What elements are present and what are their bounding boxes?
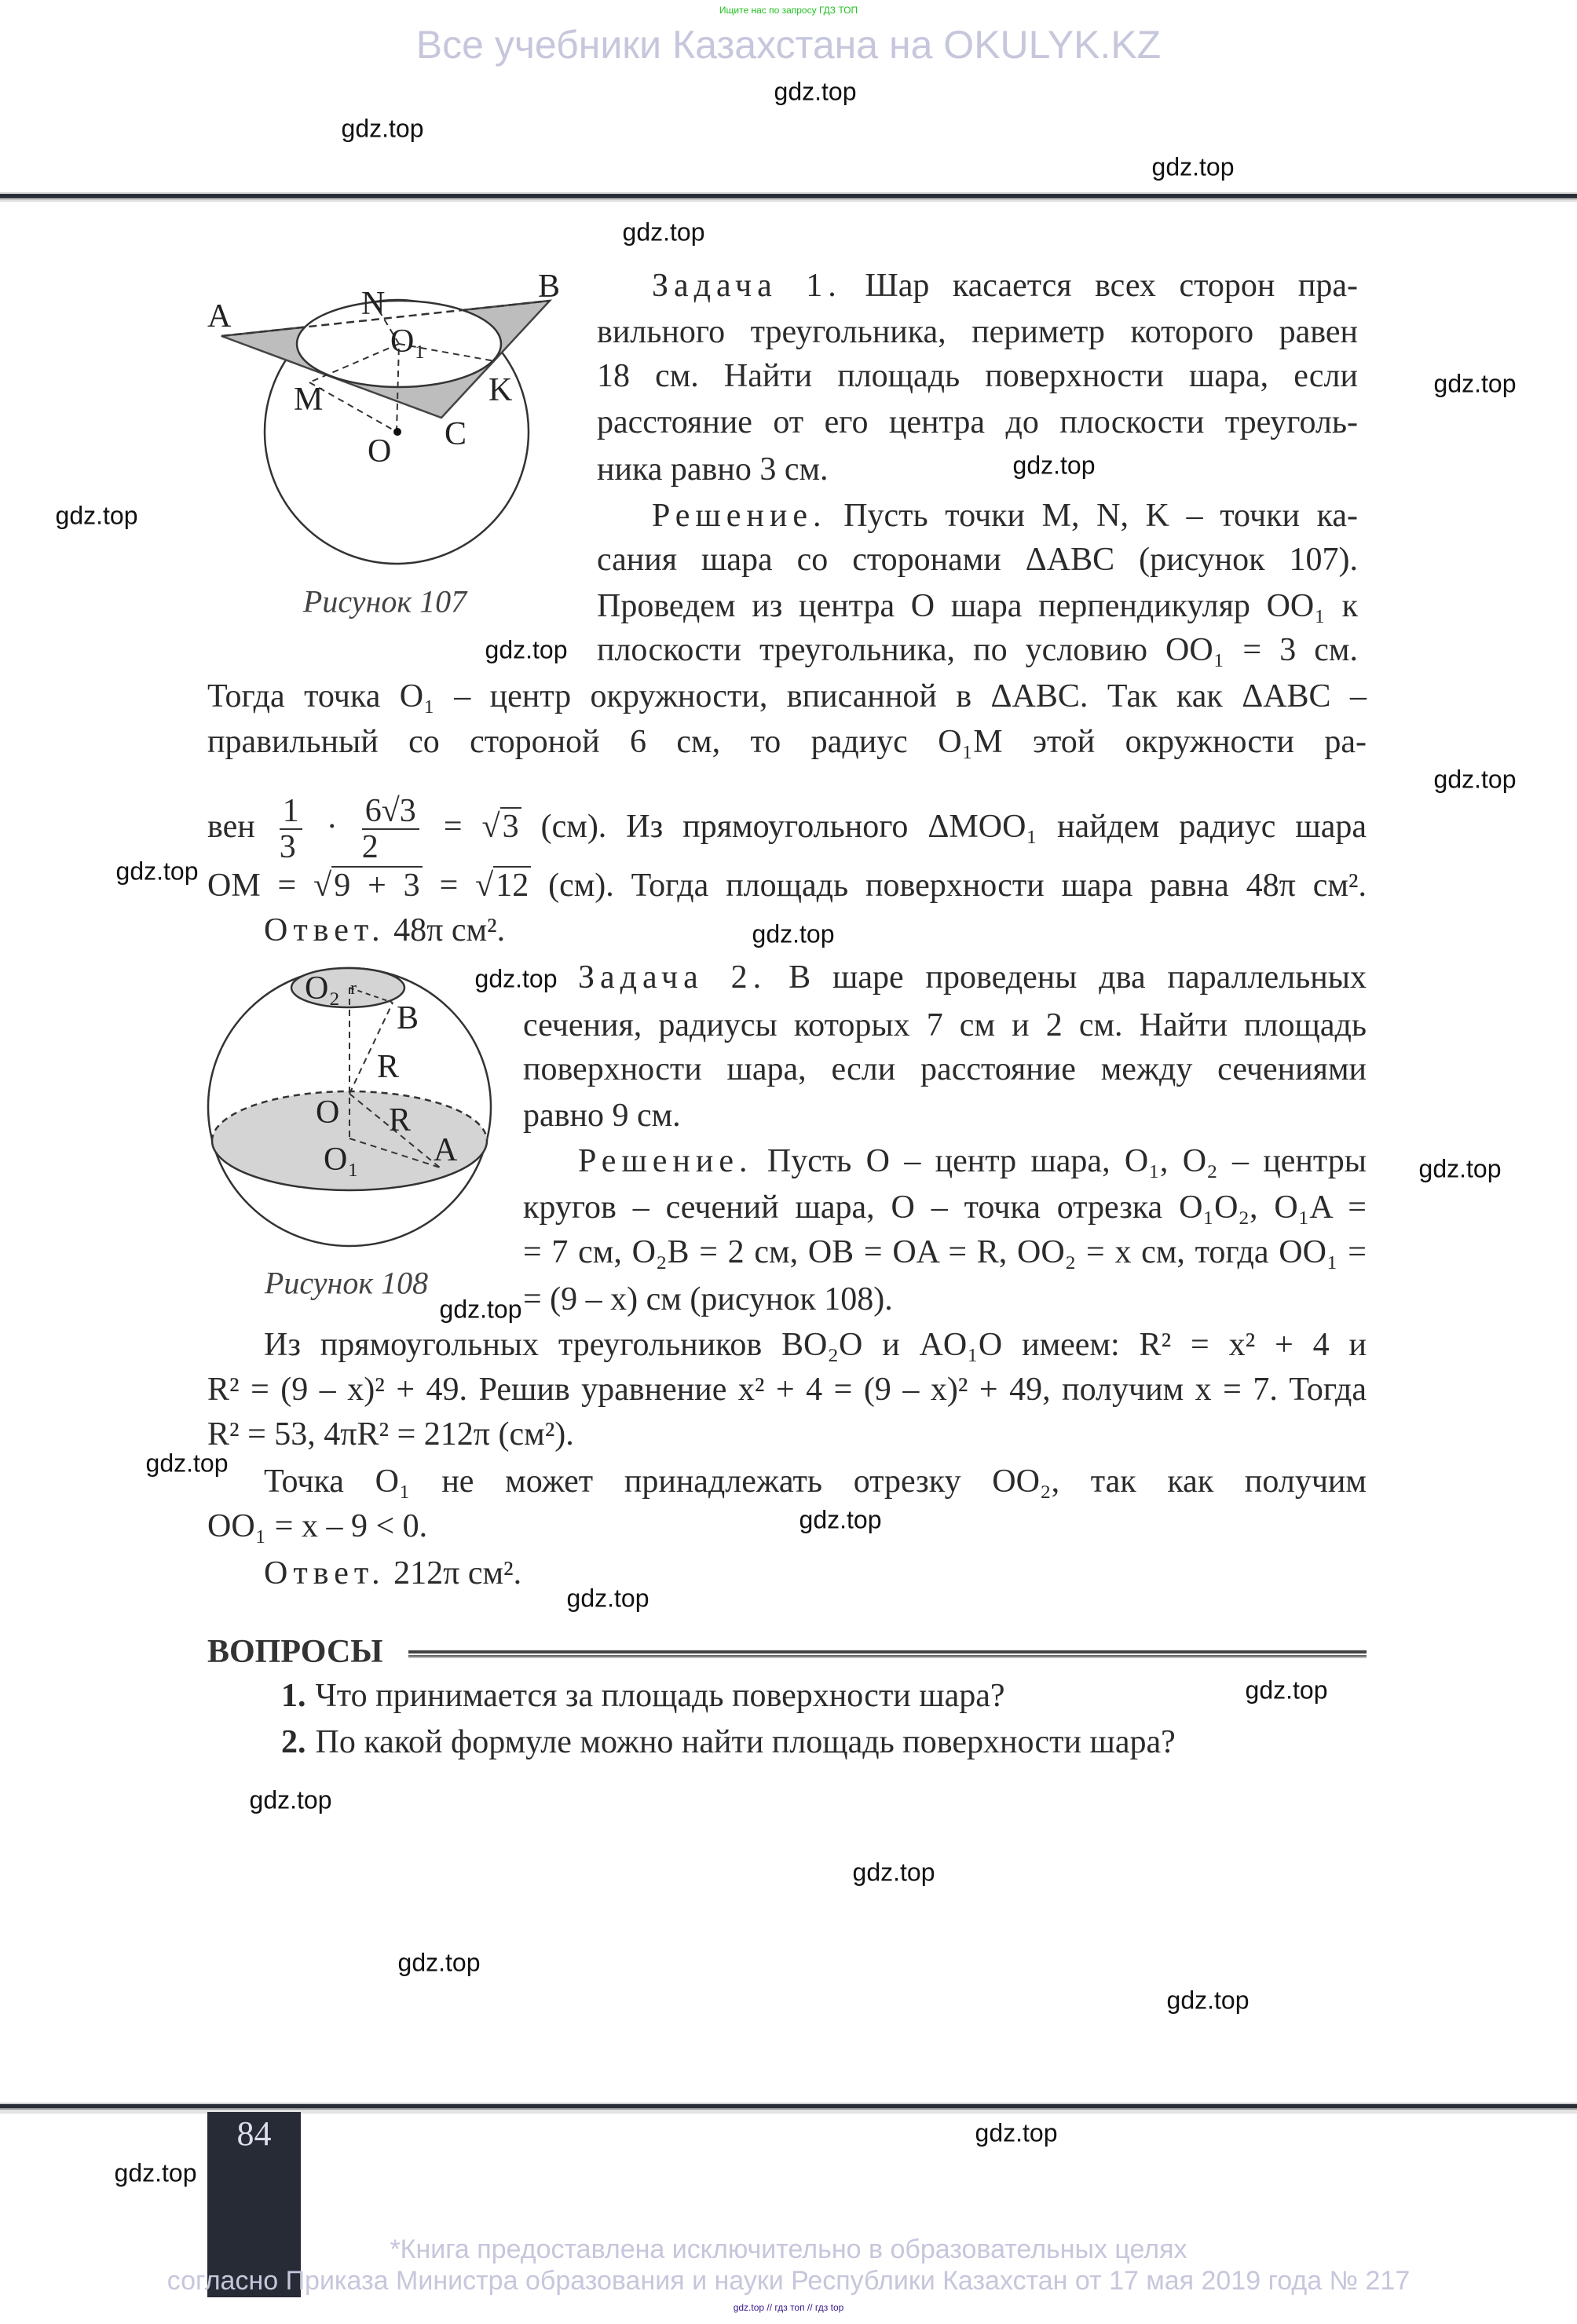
label-o2: O₂ <box>305 970 340 1007</box>
task1-fraction-line: вен $\frac{1}{3}$ · $\frac{6√3}{2}$ = √3 (см). Из прямоугольного ΔMOO₁ найдем радиус шара <box>207 793 1367 866</box>
watermark: gdz.top <box>1166 1986 1250 2015</box>
watermark: gdz.top <box>774 77 857 106</box>
label-c: C <box>445 416 467 452</box>
task1-om-line: OM = √9 + 3 = √12 (см). Тогда площадь поверхности шара равна 48π см². <box>207 868 1367 904</box>
watermark: gdz.top <box>249 1785 332 1814</box>
figure-108 <box>196 958 510 1256</box>
footer-note-2: согласно Приказа Министра образования и науки Республики Казахстан от 17 мая 2019 года № 217 <box>166 2266 1411 2296</box>
task1-solution-line: Проведем из центра O шара перпендикуляр OO₁ к <box>597 588 1358 624</box>
label-b: B <box>538 269 561 305</box>
task1-statement-line: 18 см. Найти площадь поверхности шара, если <box>597 358 1358 394</box>
footer-tiny-links[interactable]: gdz.top // гдз топ // гдз top <box>733 2302 844 2313</box>
task1-statement-line: расстояние от его центра до плоскости треуголь- <box>597 404 1358 440</box>
promo-text: Ищите нас по запросу ГДЗ ТОП <box>719 5 858 16</box>
label-m: M <box>294 382 324 418</box>
watermark: gdz.top <box>622 217 705 247</box>
task2-solution-line: Из прямоугольных треугольников BO₂O и AO₁O имеем: R² = x² + 4 и <box>264 1327 1367 1363</box>
task1-solution-line: сания шара со сторонами ΔABC (рисунок 107). <box>597 542 1358 578</box>
watermark: gdz.top <box>341 114 424 143</box>
watermark: gdz.top <box>1012 451 1096 480</box>
label-o1: O₁ <box>390 323 426 360</box>
task2-solution-line: R² = (9 – x)² + 49. Решив уравнение x² + 4 = (9 – x)² + 49, получим x = 7. Тогда <box>207 1372 1367 1408</box>
figure-107 <box>181 267 589 612</box>
label-o1: O₁ <box>324 1142 359 1178</box>
watermark: gdz.top <box>1433 765 1517 794</box>
top-rule <box>0 192 1577 202</box>
watermark: gdz.top <box>439 1295 522 1324</box>
figure-108-caption: Рисунок 108 <box>264 1265 429 1301</box>
task1-statement-line: Задача 1. Шар касается всех сторон пра- <box>652 268 1358 304</box>
label-r-lower: R <box>389 1102 412 1138</box>
task1-answer: Ответ. 48π см². <box>264 912 506 948</box>
task2-statement-line: сечения, радиусы которых 7 см и 2 см. Найти площадь <box>523 1007 1367 1043</box>
task2-statement-line: поверхности шара, если расстояние между сечениями <box>523 1051 1367 1087</box>
task1-statement-line: вильного треугольника, периметр которого равен <box>597 314 1358 350</box>
task2-solution-line: Точка O₁ не может принадлежать отрезку OO₂, так как получим <box>264 1463 1367 1500</box>
watermark: gdz.top <box>1433 369 1517 398</box>
task1-solution-line: Тогда точка O₁ – центр окружности, вписанной в ΔABC. Так как ΔABC – <box>207 678 1367 714</box>
label-o: O <box>368 433 392 470</box>
task1-solution-label: Решение. <box>652 498 827 534</box>
label-k: K <box>488 372 513 408</box>
watermark: gdz.top <box>55 501 138 530</box>
watermark: gdz.top <box>1151 152 1235 181</box>
task2-answer: Ответ. 212π см². <box>264 1555 522 1591</box>
watermark: gdz.top <box>752 919 835 948</box>
question-item: 1. Что принимается за площадь поверхности шара? <box>281 1678 1005 1714</box>
task2-solution-line: = 7 см, O₂B = 2 см, OB = OA = R, OO₂ = x см, тогда OO₁ = <box>523 1234 1367 1270</box>
task2-solution-line: = (9 – x) см (рисунок 108). <box>523 1281 893 1317</box>
watermark: gdz.top <box>852 1858 935 1887</box>
watermark: gdz.top <box>566 1584 649 1613</box>
task1-solution-line: Решение. Пусть точки M, N, K – точки ка- <box>652 498 1359 534</box>
task2-solution-line: Решение. Пусть O – центр шара, O₁, O₂ – центры <box>578 1143 1367 1179</box>
question-item: 2. По какой формуле можно найти площадь поверхности шара? <box>281 1724 1176 1760</box>
watermark: gdz.top <box>145 1449 229 1478</box>
task2-solution-line: R² = 53, 4πR² = 212π (см²). <box>207 1416 574 1452</box>
watermark: gdz.top <box>397 1948 481 1977</box>
task2-solution-label: Решение. <box>578 1143 753 1179</box>
label-r-upper: R <box>377 1049 400 1085</box>
task1-label: Задача 1. <box>652 268 842 304</box>
site-title[interactable]: Все учебники Казахстана на OKULYK.KZ <box>415 23 1162 67</box>
label-r-small: r <box>350 978 357 999</box>
watermark: gdz.top <box>115 857 199 886</box>
fraction-6root3-over-2: $\frac{6√3}{2}$ <box>362 794 419 864</box>
watermark: gdz.top <box>975 2118 1058 2147</box>
label-n: N <box>361 286 386 322</box>
task2-solution-line: кругов – сечений шара, O – точка отрезка O₁O₂, O₁A = <box>523 1189 1367 1226</box>
fraction-one-third: $\frac{1}{3}$ <box>280 794 302 864</box>
watermark: gdz.top <box>799 1505 882 1534</box>
watermark: gdz.top <box>1245 1675 1328 1705</box>
task1-solution-line: плоскости треугольника, по условию OO₁ = 3 см. <box>597 632 1358 668</box>
questions-rule <box>408 1650 1367 1658</box>
watermark: gdz.top <box>474 964 558 993</box>
watermark: gdz.top <box>1418 1154 1502 1183</box>
task2-statement-line: равно 9 см. <box>523 1098 681 1134</box>
watermark: gdz.top <box>485 635 568 664</box>
label-o: O <box>316 1094 340 1131</box>
task1-statement-line: ника равно 3 см. <box>597 451 829 488</box>
label-a: A <box>434 1132 458 1168</box>
figure-107-caption: Рисунок 107 <box>302 583 467 619</box>
page-number: 84 <box>236 2114 272 2153</box>
task2-solution-line: OO₁ = x – 9 < 0. <box>207 1508 428 1544</box>
label-b: B <box>397 1000 419 1036</box>
task2-statement-line: Задача 2. В шаре проведены два параллельных <box>578 959 1367 996</box>
questions-heading: ВОПРОСЫ <box>207 1634 383 1670</box>
task1-solution-line: правильный со стороной 6 см, то радиус O₁M этой окружности ра- <box>207 724 1367 760</box>
footer-note-1: *Книга предоставлена исключительно в образовательных целях <box>390 2234 1187 2264</box>
task2-label: Задача 2. <box>578 959 767 996</box>
label-a: A <box>207 298 232 334</box>
watermark: gdz.top <box>114 2158 197 2187</box>
